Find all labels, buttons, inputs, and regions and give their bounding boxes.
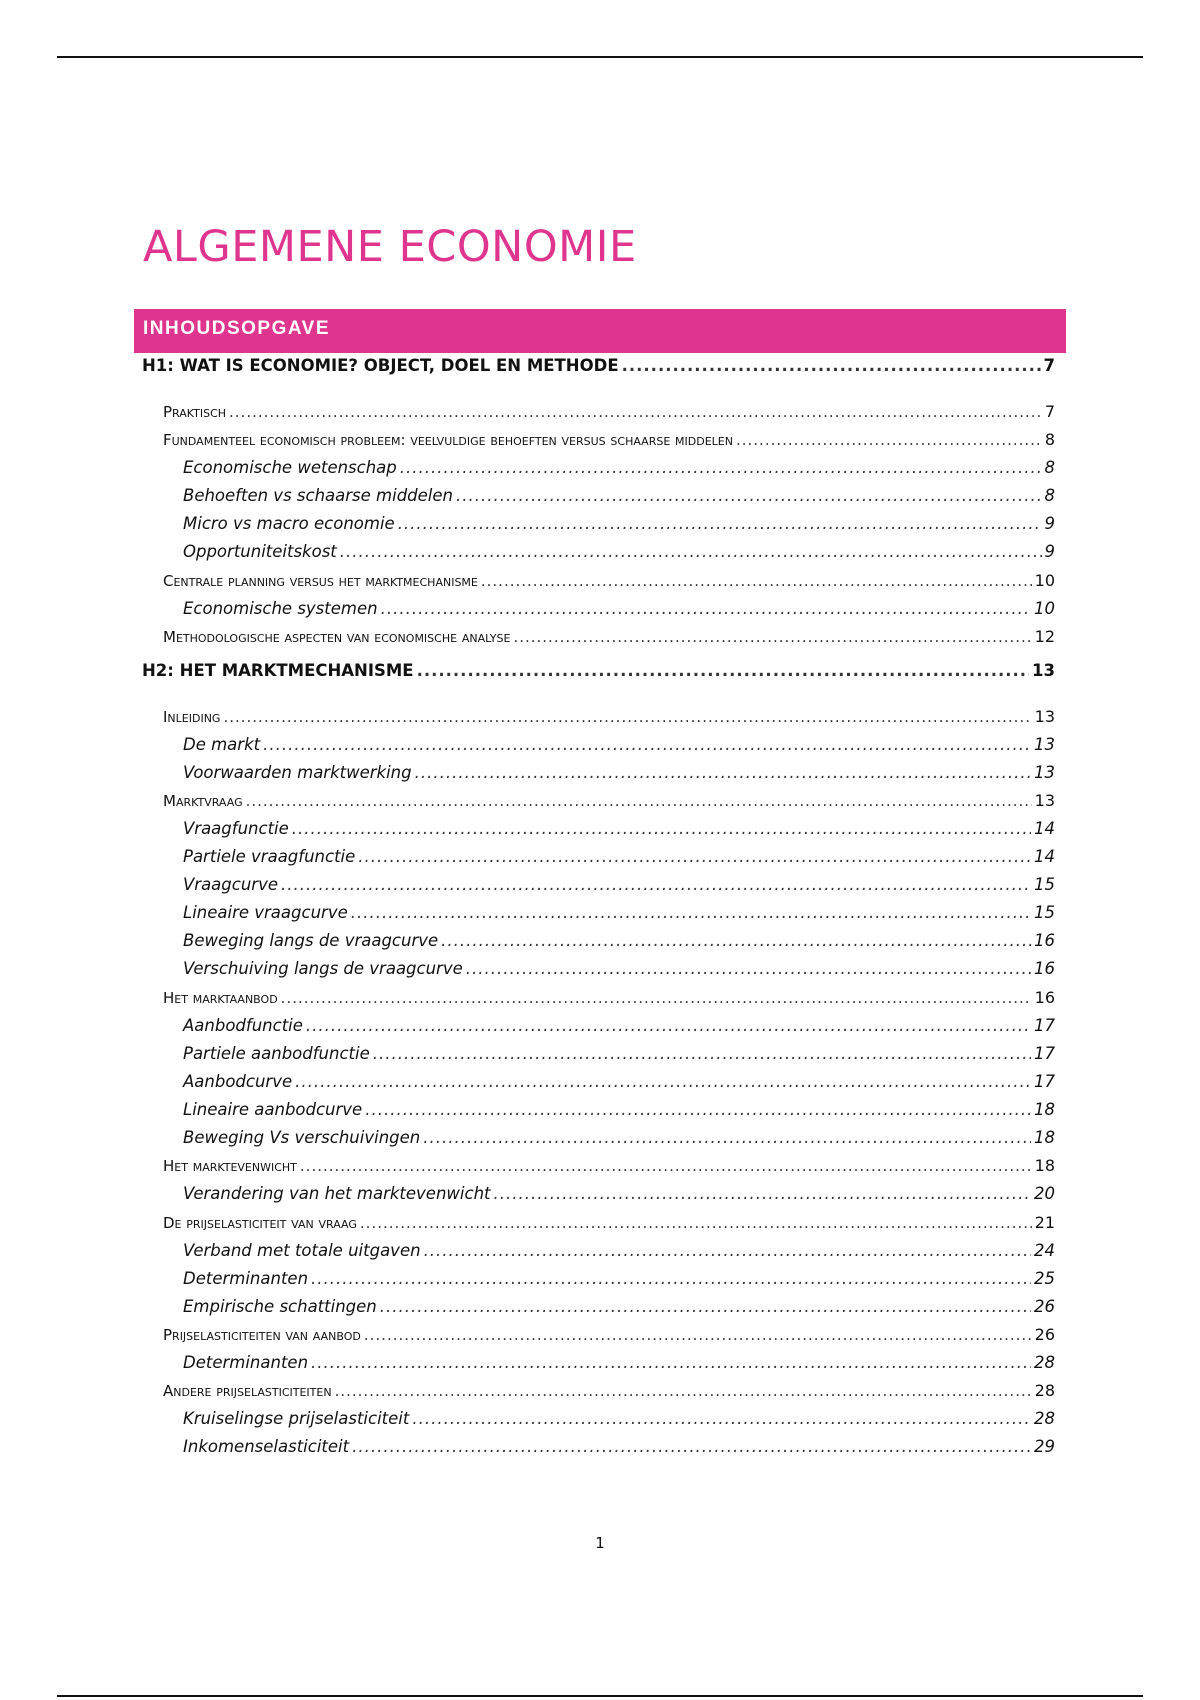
toc-entry-page: 24 (1034, 1241, 1055, 1260)
toc-entry-title: Verandering van het marktevenwicht (183, 1184, 491, 1203)
toc-entry-page: 15 (1034, 903, 1055, 922)
toc-entry-title: Partiele vraagfunctie (183, 847, 356, 866)
toc-entry-section[interactable] (142, 707, 1055, 735)
toc-leader-dots (300, 1157, 1032, 1175)
page-number: 1 (595, 1534, 605, 1552)
toc-entry-section[interactable] (142, 571, 1055, 599)
toc-leader-dots (441, 931, 1031, 950)
toc-entry-sub[interactable] (142, 1269, 1055, 1297)
toc-entry-sub[interactable] (142, 1437, 1055, 1465)
toc-leader-dots (358, 847, 1031, 866)
toc-entry-title: Economische systemen (183, 599, 378, 618)
toc-entry-page: 15 (1034, 875, 1055, 894)
toc-entry-page: 14 (1034, 819, 1055, 838)
toc-entry-page: 28 (1034, 1353, 1055, 1372)
toc-entry-title: Opportuniteitskost (183, 542, 337, 561)
toc-heading: INHOUDSOPGAVE (134, 309, 1066, 353)
toc-leader-dots (513, 628, 1031, 646)
toc-entry-page: 7 (1044, 402, 1055, 421)
toc-entry-title: De prijselasticiteit van vraag (163, 1214, 357, 1232)
toc-entry-page: 25 (1034, 1269, 1055, 1288)
toc-entry-page: 16 (1034, 988, 1055, 1007)
toc-entry-sub[interactable] (142, 735, 1055, 763)
toc-entry-title: Marktvraag (163, 792, 243, 810)
toc-entry-title: Kruiselingse prijselasticiteit (183, 1409, 410, 1428)
toc-entry-title: Vraagcurve (183, 875, 278, 894)
toc-entry-sub[interactable] (142, 458, 1055, 486)
toc-entry-section[interactable] (142, 430, 1055, 458)
toc-entry-sub[interactable] (142, 1128, 1055, 1156)
toc-leader-dots (412, 1409, 1031, 1428)
toc-entry-page: 14 (1034, 847, 1055, 866)
toc-entry-title: Aanbodfunctie (183, 1016, 303, 1035)
toc-leader-dots (281, 875, 1031, 894)
toc-entry-page: 26 (1034, 1325, 1055, 1344)
toc-leader-dots (466, 959, 1031, 978)
toc-entry-sub[interactable] (142, 819, 1055, 847)
toc-entry-page: 9 (1044, 542, 1055, 561)
toc-leader-dots (295, 1072, 1031, 1091)
toc-entry-title: Verschuiving langs de vraagcurve (183, 959, 463, 978)
toc-entry-sub[interactable] (142, 763, 1055, 791)
toc-entry-section[interactable] (142, 988, 1055, 1016)
toc-entry-title: Lineaire vraagcurve (183, 903, 348, 922)
toc-entry-title: Economische wetenschap (183, 458, 397, 477)
toc-leader-dots (398, 514, 1042, 533)
toc-entry-page: 7 (1043, 356, 1055, 375)
toc-entry-title: Inleiding (163, 708, 221, 726)
toc-entry-page: 28 (1034, 1381, 1055, 1400)
toc-entry-title: H2: HET MARKTMECHANISME (142, 661, 414, 680)
toc-entry-page: 17 (1034, 1016, 1055, 1035)
toc-leader-dots (423, 1128, 1031, 1147)
toc-entry-sub[interactable] (142, 1100, 1055, 1128)
toc-entry-title: Determinanten (183, 1269, 309, 1288)
toc-entry-title: Lineaire aanbodcurve (183, 1100, 363, 1119)
toc-entry-sub[interactable] (142, 599, 1055, 627)
toc-entry-sub[interactable] (142, 931, 1055, 959)
toc-entry-title: Praktisch (163, 403, 227, 421)
toc-entry-sub[interactable] (142, 1409, 1055, 1437)
toc-entry-title: De markt (183, 735, 261, 754)
toc-leader-dots (481, 572, 1032, 590)
toc-entry-page: 18 (1034, 1128, 1055, 1147)
toc-entry-section[interactable] (142, 791, 1055, 819)
toc-leader-dots (292, 819, 1031, 838)
toc-entry-page: 13 (1032, 661, 1055, 680)
toc-leader-dots (494, 1184, 1032, 1203)
toc-entry-title: Het marktevenwicht (163, 1157, 297, 1175)
toc-entry-page: 10 (1034, 599, 1055, 618)
toc-entry-title: Centrale planning versus het marktmechanisme (163, 572, 478, 590)
toc-entry-page: 13 (1034, 707, 1055, 726)
toc-entry-title: Beweging Vs verschuivingen (183, 1128, 421, 1147)
toc-leader-dots (351, 903, 1031, 922)
toc-entry-title: Micro vs macro economie (183, 514, 395, 533)
toc-entry-sub[interactable] (142, 1297, 1055, 1325)
toc-entry-title: Inkomenselasticiteit (183, 1437, 350, 1456)
toc-entry-page: 13 (1034, 791, 1055, 810)
toc-entry-page: 8 (1044, 458, 1055, 477)
toc-leader-dots (335, 1382, 1032, 1400)
toc-entry-section[interactable] (142, 1213, 1055, 1241)
toc-entry-page: 17 (1034, 1044, 1055, 1063)
toc-leader-dots (736, 431, 1042, 449)
toc-entry-title: Determinanten (183, 1353, 309, 1372)
toc-entry-page: 13 (1034, 763, 1055, 782)
toc-leader-dots (311, 1269, 1031, 1288)
toc-entry-chapter[interactable] (142, 356, 1055, 384)
toc-entry-title: Vraagfunctie (183, 819, 289, 838)
toc-entry-title: Empirische schattingen (183, 1297, 377, 1316)
toc-entry-title: Verband met totale uitgaven (183, 1241, 421, 1260)
toc-entry-page: 10 (1034, 571, 1055, 590)
toc-entry-page: 18 (1034, 1100, 1055, 1119)
toc-entry-title: Beweging langs de vraagcurve (183, 931, 439, 950)
toc-entry-page: 12 (1034, 627, 1055, 646)
toc-leader-dots (380, 1297, 1031, 1316)
toc-entry-title: Prijselasticiteiten van aanbod (163, 1326, 361, 1344)
toc-leader-dots (415, 763, 1031, 782)
toc-leader-dots (352, 1437, 1031, 1456)
toc-leader-dots (364, 1326, 1032, 1344)
toc-entry-page: 16 (1034, 931, 1055, 950)
toc-leader-dots (456, 486, 1042, 505)
toc-entry-sub[interactable] (142, 847, 1055, 875)
toc-leader-dots (400, 458, 1042, 477)
toc-entry-section[interactable] (142, 1381, 1055, 1409)
footer-rule (57, 1695, 1143, 1697)
toc-entry-page: 21 (1034, 1213, 1055, 1232)
toc-entry-page: 9 (1044, 514, 1055, 533)
toc-leader-dots (263, 735, 1031, 754)
toc-entry-sub[interactable] (142, 486, 1055, 514)
toc-leader-dots (340, 542, 1042, 561)
toc-entry-section[interactable] (142, 1156, 1055, 1184)
toc-leader-dots (373, 1044, 1031, 1063)
toc-entry-sub[interactable] (142, 1044, 1055, 1072)
toc-entry-page: 26 (1034, 1297, 1055, 1316)
toc-leader-dots (229, 403, 1042, 421)
toc-entry-page: 28 (1034, 1409, 1055, 1428)
toc-leader-dots (360, 1214, 1032, 1232)
toc-leader-dots (223, 708, 1031, 726)
toc-entry-title: Behoeften vs schaarse middelen (183, 486, 453, 505)
toc-leader-dots (622, 356, 1041, 375)
toc-entry-sub[interactable] (142, 1184, 1055, 1212)
toc-entry-page: 17 (1034, 1072, 1055, 1091)
toc-entry-title: Partiele aanbodfunctie (183, 1044, 370, 1063)
toc-entry-sub[interactable] (142, 875, 1055, 903)
toc-entry-page: 8 (1044, 430, 1055, 449)
toc-entry-sub[interactable] (142, 542, 1055, 570)
toc-entry-page: 8 (1044, 486, 1055, 505)
header-rule (57, 56, 1143, 58)
toc-entry-title: Andere prijselasticiteiten (163, 1382, 332, 1400)
toc-leader-dots (381, 599, 1031, 618)
toc-leader-dots (417, 661, 1029, 680)
toc-entry-title: Fundamenteel economisch probleem: veelvuldige behoeften versus schaarse middelen (163, 431, 733, 449)
toc-entry-page: 20 (1034, 1184, 1055, 1203)
toc-entry-page: 16 (1034, 959, 1055, 978)
toc-entry-title: Methodologische aspecten van economische analyse (163, 628, 511, 646)
toc-entry-section[interactable] (142, 1325, 1055, 1353)
toc-leader-dots (424, 1241, 1031, 1260)
toc-entry-section[interactable] (142, 627, 1055, 655)
toc-entry-title: Voorwaarden marktwerking (183, 763, 412, 782)
toc-entry-sub[interactable] (142, 903, 1055, 931)
toc-leader-dots (365, 1100, 1031, 1119)
toc-entry-title: Aanbodcurve (183, 1072, 293, 1091)
toc-entry-page: 18 (1034, 1156, 1055, 1175)
toc-entry-sub[interactable] (142, 959, 1055, 987)
toc-entry-sub[interactable] (142, 1016, 1055, 1044)
toc-entry-page: 29 (1034, 1437, 1055, 1456)
toc-entry-section[interactable] (142, 402, 1055, 430)
toc-entry-sub[interactable] (142, 1353, 1055, 1381)
toc-entry-chapter[interactable] (142, 661, 1055, 689)
toc-entry-title: Het marktaanbod (163, 989, 278, 1007)
toc-leader-dots (306, 1016, 1031, 1035)
toc-entry-sub[interactable] (142, 1072, 1055, 1100)
toc-leader-dots (311, 1353, 1031, 1372)
toc-entry-title: H1: WAT IS ECONOMIE? OBJECT, DOEL EN METHODE (142, 356, 619, 375)
toc-leader-dots (281, 989, 1032, 1007)
toc-entry-sub[interactable] (142, 1241, 1055, 1269)
toc-leader-dots (246, 792, 1032, 810)
toc-entry-sub[interactable] (142, 514, 1055, 542)
toc-entry-page: 13 (1034, 735, 1055, 754)
document-title: ALGEMENE ECONOMIE (143, 222, 637, 272)
